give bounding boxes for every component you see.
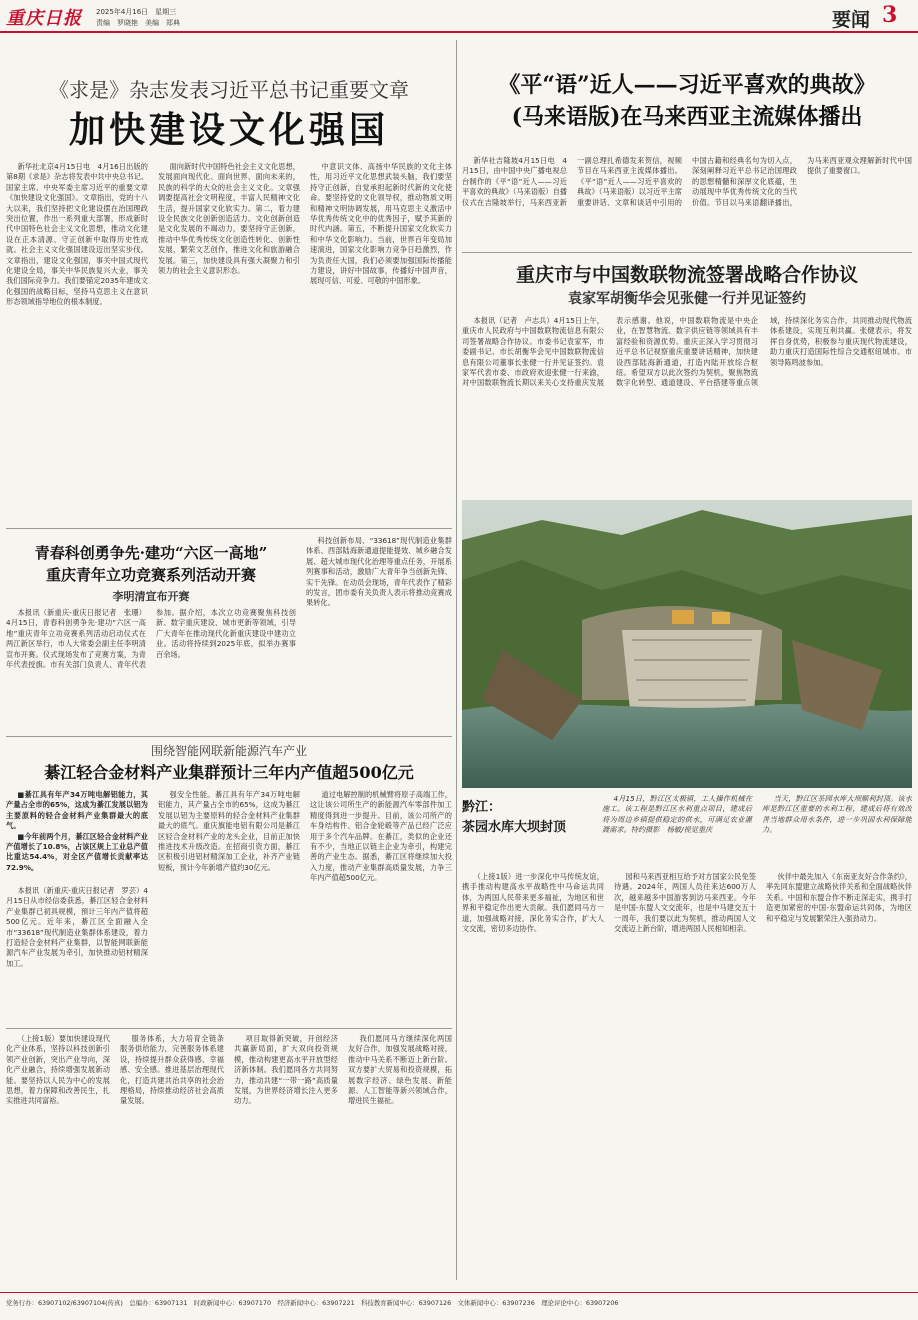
- article-youth-contest: [6, 536, 452, 732]
- article-headline: 綦江轻合金材料产业集群预计三年内产值超500亿元: [44, 763, 414, 782]
- body-text: 本报讯（新重庆-重庆日报记者 张珊）4月15日，青春科创勇争先·建功“六区一高地”重庆青年立功竞赛系列活动启动仪式在两江新区举行，市人大常委会副主任李明清宣布开赛。仪式现场发布了竞赛方案，为青年代表授旗。市有关部门负责人、青年代表参加。据介绍，本次立功竞赛聚焦科技创新、数字重庆建设、城市更新等领域，引导广大青年在推动现代化新重庆建设中建功立业。活动将持续到2025年底，拟举办赛事百余场。: [6, 608, 296, 670]
- article-body: [462, 156, 912, 240]
- article-column: [120, 1034, 224, 1284]
- body-text: 伙伴中最先加入《东南亚友好合作条约》，率先同东盟建立战略伙伴关系和全面战略伙伴关系。中国和东盟合作不断走深走实，携手打造更加紧密的中国-东盟命运共同体，为地区和平稳定与发展繁荣注入强劲动力。: [766, 872, 912, 923]
- section-divider: [6, 528, 452, 529]
- body-text: 新华社北京4月15日电 4月16日出版的第8期《求是》杂志将发表中共中央总书记、国家主席、中央军委主席习近平的重要文章《加快建设文化强国》。文章指出，党的十八大以来，我们坚持把文化建设摆在治国理政突出位置，作出一系列重大部署，形成新时代中国特色社会主义文化思想，推动文化建设在正本清源、守正创新中取得历史性成就。社会主义文化强国建设迈出坚实步伐。文章指出，建设文化强国，事关中国式现代化建设全局，事关中华民族复兴大业，事关我们国际竞争力。我们要锚定2035年建成文化强国的战略目标，坚持马克思主义在意识形态领域指导地位的根本制度。: [6, 162, 148, 307]
- article-kicker: 围绕智能网联新能源汽车产业: [150, 744, 307, 758]
- article-column: [614, 872, 756, 1282]
- body-text: 本报讯（记者 卢志兵）4月15日上午，重庆市人民政府与中国数联物流信息有限公司签署战略合作协议。市委书记袁家军，市委副书记、市长胡衡华会见中国数联物流信息有限公司董事长张健一行并见证签约。袁家军代表市委、市政府欢迎张健一行来渝，对中国数联物流长期以来关心支持重庆发展表示感谢。他说，中国数联物流是中央企业，在智慧物流、数字供应链等领域具有丰富经验和资源优势。重庆正深入学习贯彻习近平总书记视察重庆重要讲话精神，加快建设西部陆海新通道，打造内陆开放综合枢纽。希望双方以此次签约为契机，聚焦物流数字化转型、通道建设、平台搭建等重点领域，持续深化务实合作，共同推动现代物流体系建设，实现互利共赢。张健表示，将发挥自身优势，积极参与重庆现代物流建设，助力重庆打造国际性综合交通枢纽城市。市领导陈鸣波参加。: [462, 316, 912, 388]
- body-text: 强安全性能。綦江具有年产34万吨电解铝能力，其产量占全市的65%，这成为綦江发展以铝为主要原料的轻合金材料产业集群最大的底气。重庆旗能电铝有限公司是綦江区轻合金材料产业的龙头企业，目前正加快推进技术升级改造。在招商引资方面，綦江区积极引进铝材精深加工企业，补齐产业链短板，预计今年新增产值约30亿元。: [158, 790, 300, 872]
- body-text: 中意识文体、高扬中华民族的文化主体性，用习近平文化思想武装头脑，我们要坚持守正创新，自觉承担起新时代新的文化使命。要坚持党的文化领导权，推动物质文明和精神文明协调发展，用马克思主义激活中华优秀传统文化中的优秀因子，赋予其新的时代内涵。第五，不断提升国家文化软实力和中华文化影响力。当前，世界百年变局加速演进，国家文化影响力竞争日趋激烈，作为负责任大国，我们必须要加强国际传播能力建设，讲好中国故事，传播好中国声音，展现可信、可爱、可敬的中国形象。: [310, 162, 452, 286]
- caption-title: 茶园水库大坝封顶: [462, 820, 567, 835]
- article-column: [158, 162, 300, 542]
- article-body: [306, 536, 452, 732]
- section-divider: [462, 252, 912, 253]
- body-text: （上接1版）进一步深化中马传统友谊，携手推动构建高水平战略性中马命运共同体，为两国人民带来更多福祉，为地区和世界和平稳定作出更大贡献。我们愿同马方一道，加强战略对接，深化务实合作，扩大人文交流，密切多边协作。: [462, 872, 604, 934]
- article-column: [310, 162, 452, 542]
- article-column: [6, 1034, 110, 1284]
- editor-line: 责编 罗晓艳 美编 郑典: [96, 19, 180, 27]
- article-logistics-agreement: [462, 258, 912, 498]
- article-column: [234, 1034, 338, 1284]
- article-malay-broadcast: [462, 40, 912, 250]
- body-text: 项目取得新突破，开创经济共赢新局面，扩大双向投资规模，推动构建更高水平开放型经济新体制。我们愿同各方共同努力，推动共建“一带一路”高质量发展，为世界经济增长注入更多动力。: [234, 1034, 338, 1106]
- caption-text: 当天，黔江区茶园水库大坝顺利封顶。该水库是黔江区重要的水利工程，建成后将有效改善当地群众用水条件，进一步巩固水利保障能力。: [762, 794, 912, 835]
- body-text: 服务体系，大力培育全链条服务供给能力，完善服务体系建设，持续提升群众获得感、幸福感、安全感。推进基层治理现代化，打造共建共治共享的社会治理格局，持续推动经济社会高质量发展。: [120, 1034, 224, 1106]
- photo-caption: [602, 794, 912, 862]
- article-kicker: 《求是》杂志发表习近平总书记重要文章: [49, 78, 409, 102]
- article-column: [310, 790, 452, 1024]
- article-column: [348, 1034, 452, 1284]
- section-divider: [6, 736, 452, 737]
- article-body: [462, 316, 912, 498]
- article-continued-left: [6, 1034, 452, 1284]
- footer-rule: [0, 1292, 918, 1293]
- newspaper-logo: 重庆日报: [6, 8, 82, 29]
- article-qijiang-alloy: [6, 740, 452, 1024]
- article-column: [6, 886, 148, 1024]
- masthead: [0, 0, 918, 34]
- body-text: 园和马来西亚相互给予对方国家公民免签待遇。2024年，两国人员往来达600万人次，越来越多中国游客到访马来西亚。今年是中国-东盟人文交流年，也是中马建交五十一周年，我们要以此为契机，推动两国人文交流迈上新台阶，增进两国人民相知相亲。: [614, 872, 756, 934]
- article-column: [462, 872, 604, 1282]
- section-title: 要闻: [832, 9, 871, 31]
- dam-construction-photo: [462, 500, 912, 788]
- caption-text: 4月15日，黔江区太极镇，工人操作机械在施工。该工程是黔江区水利重点项目，建成后将为周边乡镇提供稳定的供水，可满足农业灌溉需求。特约摄影 杨敏/视觉重庆: [602, 794, 752, 835]
- body-text: 新华社吉隆坡4月15日电 4月15日，由中国中央广播电视总台制作的《平“语”近人——习近平喜欢的典故》（马来语版）自播仪式在吉隆坡举行，马来西亚新一副总理扎希德发来贺信，视频节目在马来西亚主流媒体播出。《平“语”近人——习近平喜欢的典故》（马来语版）以习近平主席重要讲话、文章和谈话中引用的中国古籍和经典名句为切入点，深刻阐释习近平总书记治国理政的思想精髓和深厚文化底蕴，生动展现中华优秀传统文化的当代价值。节目以马来语翻译播出，为马来西亚观众理解新时代中国提供了重要窗口。: [462, 156, 912, 207]
- article-headline: 重庆青年立功竞赛系列活动开赛: [45, 566, 256, 584]
- date-line: 2025年4月16日 星期三: [96, 8, 177, 16]
- article-column: [6, 162, 148, 542]
- body-text: 科技创新布局、“33618”现代制造业集群体系、西部陆海新通道提能提效、城乡融合发展、超大城市现代化治理等重点任务，开展系列赛事和活动，激励广大青年争当创新先锋、实干先锋。在动员会现场，青年代表作了精彩的发言，团市委有关负责人表示将推动竞赛成果转化。: [306, 536, 452, 608]
- dam-photo: [462, 500, 912, 788]
- photo-caption-block: [462, 790, 912, 866]
- body-text: 道过电解控制的机械臂将原子高端工作，这让该公司所生产的新能源汽车零部件加工精度得到进一步提升。目前，该公司所产的车身结构件、铝合金轮毂等产品已经广泛应用于多个汽车品牌。在綦江，类似的企业还有不少，当地正以链主企业为牵引，构建完善的产业生态。据悉，綦江区将继续加大投入力度，推动产业集群高质量发展，力争三年内产值超500亿元。: [310, 790, 452, 883]
- article-headline: 重庆市与中国数联物流签署战略合作协议: [515, 264, 858, 286]
- article-headline: 青春科创勇争先·建功“六区一高地”: [34, 544, 268, 562]
- article-column: [158, 790, 300, 1024]
- article-column: [766, 872, 912, 1282]
- page-number: 3: [882, 2, 898, 28]
- article-body: [6, 608, 296, 732]
- article-continued-right: [462, 872, 912, 1282]
- body-text: 本报讯（新重庆-重庆日报记者 罗芸）4月15日从市经信委获悉，綦江区轻合金材料产业集群已初具规模，預计三年内产值将超500亿元。近年来，綦江区全面融入全市“33618”现代制造业集群体系建设，着力打造轻合金材料产业集群，以智能网联新能源汽车产业发展为牵引，加快推动铝材精深加工。: [6, 886, 148, 968]
- article-cultural-power: [6, 40, 452, 600]
- article-subhead: 袁家军胡衡华会见张健一行并见证签约: [568, 291, 806, 307]
- lead-text: ■今年前两个月，綦江区轻合金材料产业产值增长了10.8%，占该区规上工业总产值比重达54.4%，对全区产值增长贡献率达72.9%。: [6, 831, 148, 872]
- lead-text: ■綦江具有年产34万吨电解铝能力，其产量占全市的65%，这成为綦江发展以铝为主要原料的轻合金材料产业集群最大的底气。: [6, 790, 148, 831]
- body-text: （上接1版）要加快建设现代化产业体系，坚持以科技创新引领产业创新，突出产业导向，深化产业融合，持续增强发展新动能。要坚持以人民为中心的发展思想，着力保障和改善民生，扎实推进共同富裕。: [6, 1034, 110, 1106]
- body-text: 我们愿同马方继续深化两国友好合作，加强发展战略对接，推动中马关系不断迈上新台阶。双方要扩大贸易和投资规模，拓展数字经济、绿色发展、新能源、人工智能等新兴领域合作，增进民生福祉。: [348, 1034, 452, 1106]
- article-headline: 《平“语”近人——习近平喜欢的典故》: [498, 72, 876, 98]
- footer-contacts: 党务行办：63907102/63907104(传真) 总编办：63907131 时政新闻中心：63907170 经济新闻中心：63907221 科技教育新闻中心：63907126 文体新闻中心：63907236 理论评论中心：63907206: [6, 1299, 619, 1307]
- column-divider: [456, 40, 457, 1280]
- article-byline: 李明清宣布开赛: [112, 590, 190, 603]
- article-headline: 加快建设文化强国: [68, 109, 389, 151]
- article-lead: [6, 790, 148, 880]
- body-text: 面向新时代中国特色社会主义文化思想，发展面向现代化、面向世界、面向未来的，民族的科学的大众的社会主义文化。文章强调要提高社会文明程度，丰富人民精神文化生活，提升国家文化软实力。第二，着力建设全民族文化创新创造活力。文化创新创造是文化发展的不竭动力，要坚持守正创新，推动中华优秀传统文化创造性转化、创新性发展，繁荣文艺创作，推进文化和旅游融合发展。第三，加快建设具有强大凝聚力和引领力的社会主义意识形态。: [158, 162, 300, 276]
- masthead-rule: [0, 31, 918, 33]
- article-headline: (马来语版)在马来西亚主流媒体播出: [511, 104, 863, 130]
- section-divider: [6, 1028, 452, 1029]
- caption-title: 黔江：: [462, 800, 502, 815]
